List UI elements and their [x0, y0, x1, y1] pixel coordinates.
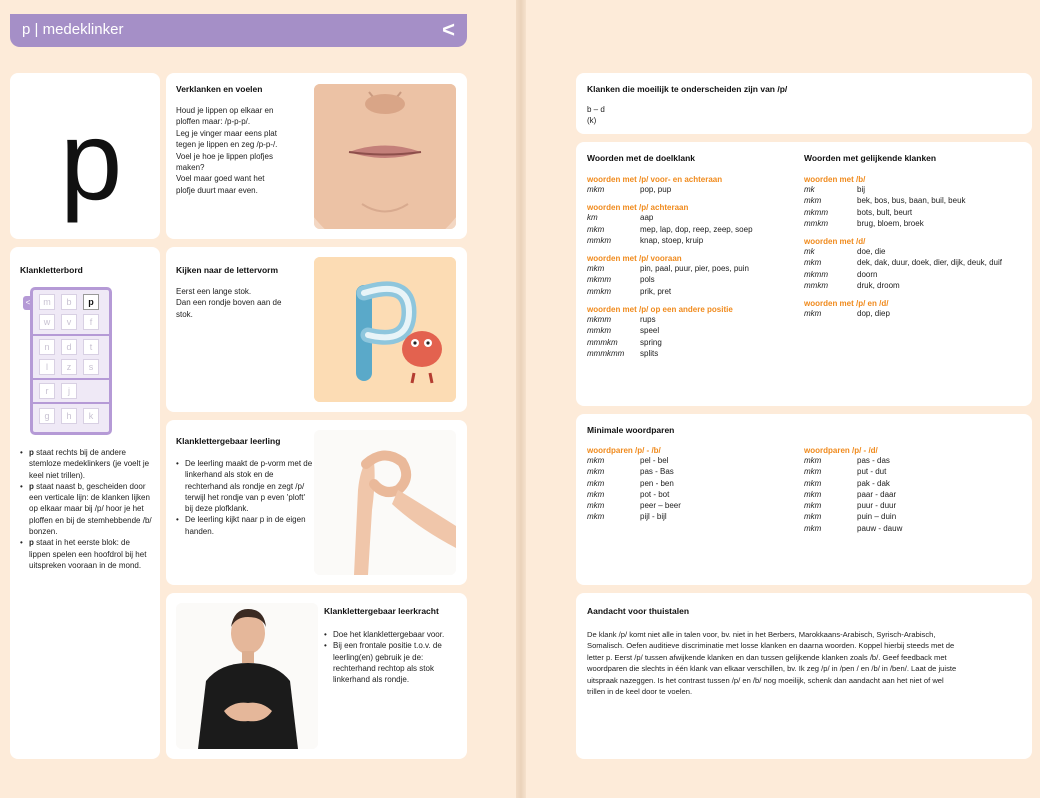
letterboard-divider-2 — [33, 378, 109, 380]
letterboard-key[interactable]: m — [39, 294, 55, 310]
word-row: mkmm bots, bult, beurt — [804, 207, 913, 217]
word-group: woorden met /p/ en /d/ mkm dop, diep — [804, 299, 1026, 319]
thuistalen-title: Aandacht voor thuistalen — [587, 606, 690, 616]
word-row: mkmm pols — [587, 275, 655, 285]
word-row: mkm pauw - dauw — [804, 523, 903, 533]
list-item: • Bij een frontale positie t.o.v. de leerling(en) gebruik je de: rechterhand rechtop als stok linkerhand als rondje. — [324, 640, 460, 685]
letterboard-key[interactable]: s — [83, 359, 99, 375]
letterboard-key[interactable]: w — [39, 314, 55, 330]
book-gutter — [516, 0, 526, 798]
moeilijk-title: Klanken die moeilijk te onderscheiden zijn van /p/ — [587, 84, 788, 94]
letterboard-tab-icon[interactable]: < — [23, 296, 33, 310]
mouth-photo — [314, 84, 456, 229]
word-row: mkm pot - bot — [587, 489, 670, 499]
word-row: mmkm knap, stoep, kruip — [587, 235, 704, 245]
list-item: • Doe het klanklettergebaar voor. — [324, 629, 460, 640]
letterboard-key[interactable]: f — [83, 314, 99, 330]
lettervorm-card — [166, 247, 467, 412]
letterboard-key-active[interactable]: p — [83, 294, 99, 310]
teacher-figure — [176, 603, 318, 749]
word-row: mmmkmm splits — [587, 348, 659, 358]
page-header — [10, 14, 467, 47]
list-item: • De leerling maakt de p-vorm met de linkerhand als stok en de rechterhand als rondje en zegt /p/ terwijl het rondje van p even 'ploft' bij deze plofklank. — [176, 458, 314, 514]
moeilijk-text: b – d (k) — [587, 105, 605, 126]
word-group: woorden met /p/ achteraan km aap mkm mep, lap, dop, reep, zeep, soep mmkm knap, stoep, kruip — [587, 203, 797, 246]
gebaar-leerling-card — [166, 420, 467, 585]
word-row: mkm pijl - bijl — [587, 512, 667, 522]
gebaar-leerkracht-title: Klanklettergebaar leerkracht — [324, 606, 439, 616]
minimale-right-column: woordparen /p/ - /d/ mkm pas - das mkm put - dut mkm pak - dak mkm paar - daar mkm puur - duur mkm puin – duin mkm pauw - dauw — [804, 446, 1026, 534]
word-row: mkm pen - ben — [587, 478, 674, 488]
word-row: mmkm brug, bloem, broek — [804, 218, 924, 228]
gelijkend-title: Woorden met gelijkende klanken — [804, 153, 937, 163]
word-row: mkm mep, lap, dop, reep, zeep, soep — [587, 224, 753, 234]
letterboard-divider-3 — [33, 402, 109, 404]
minimale-title: Minimale woordparen — [587, 425, 675, 435]
letterboard-key[interactable]: k — [83, 408, 99, 424]
mouth-illustration — [314, 84, 456, 229]
word-row: mkm puur - duur — [804, 501, 897, 511]
gebaar-leerling-title: Klanklettergebaar leerling — [176, 436, 281, 446]
verklanken-card — [166, 73, 467, 239]
word-row: mmmkm spring — [587, 337, 662, 347]
letterboard-key[interactable]: v — [61, 314, 77, 330]
word-row: mkm puin – duin — [804, 512, 897, 522]
letter-p-figure — [314, 257, 456, 402]
letterboard-key[interactable]: z — [61, 359, 77, 375]
minimale-card — [576, 414, 1032, 585]
verklanken-text: Houd je lippen op elkaar en ploffen maar: /p-p-p/. Leg je vinger maar eens plat tegen je lippen en zeg /p-p-/. Voel je hoe je lippen plofjes maken? Voel maar goed want het plofje duurt maar even. — [176, 106, 278, 195]
word-row: mk doe, die — [804, 247, 886, 257]
letterboard-divider-1 — [33, 334, 109, 336]
word-row: mkm paar - daar — [804, 489, 897, 499]
big-letter: p — [60, 98, 123, 223]
moeilijk-card — [576, 73, 1032, 134]
word-row: mkmm doorn — [804, 269, 878, 279]
doelklank-title: Woorden met de doelklank — [587, 153, 696, 163]
letterboard-key[interactable]: t — [83, 339, 99, 355]
word-row: mkm pas - das — [804, 456, 890, 465]
klankletterbord-bullets — [20, 447, 152, 571]
klankletterbord-card — [10, 247, 160, 759]
word-row: mkm dek, dak, duur, doek, dier, dijk, deuk, duif — [804, 258, 1002, 268]
word-row: mkm pak - dak — [804, 478, 890, 488]
letter-card — [10, 73, 160, 239]
word-group: woorden met /d/ mk doe, die mkm dek, dak, duur, doek, dier, dijk, deuk, duif mkmm doorn mmkm druk, droom — [804, 237, 1026, 291]
verklanken-title: Verklanken en voelen — [176, 84, 263, 94]
word-row: mmkm prik, pret — [587, 286, 672, 296]
letterboard-key[interactable]: h — [61, 408, 77, 424]
letterboard-key[interactable]: r — [39, 383, 55, 399]
doelklank-column — [587, 153, 797, 367]
letterboard-key[interactable]: j — [61, 383, 77, 399]
list-item: • p staat naast b, gescheiden door een verticale lijn: de klanken lijken op elkaar maar bij /p/ hoor je het ploffen en bij de stemhebbende /b/ bonzen. — [20, 481, 152, 537]
gebaar-leerkracht-card — [166, 593, 467, 759]
word-row: mkmm rups — [587, 315, 656, 325]
word-row: mkm put - dut — [804, 467, 887, 477]
word-group: woorden met /b/ mk bij mkm bek, bos, bus, baan, buil, beuk mkmm bots, bult, beurt mmkm brug, bloem, broek — [804, 175, 1026, 229]
word-group: woorden met /p/ op een andere positie mkmm rups mmkm speel mmmkm spring mmmkmm splits — [587, 305, 797, 359]
word-group: woorden met /p/ vooraan mkm pin, paal, puur, pier, poes, puin mkmm pols mmkm prik, pret — [587, 254, 797, 297]
word-row: mmkm druk, droom — [804, 281, 900, 291]
woorden-card — [576, 142, 1032, 406]
word-row: mk bij — [804, 185, 866, 194]
letterboard-key[interactable]: b — [61, 294, 77, 310]
word-group: woorden met /p/ voor- en achteraan mkm pop, pup — [587, 175, 797, 195]
minimale-left-column: woordparen /p/ - /b/ mkm pel - bel mkm pas - Bas mkm pen - ben mkm pot - bot mkm peer – beer mkm pijl - bijl — [587, 446, 797, 523]
letterboard-key[interactable]: n — [39, 339, 55, 355]
word-row: km aap — [587, 213, 654, 223]
list-item: • p staat in het eerste blok: de lippen spelen een hoofdrol bij het uitspreken vooraan in de mond. — [20, 537, 152, 571]
hands-gesture-figure — [314, 430, 456, 575]
thuistalen-card — [576, 593, 1032, 759]
back-chevron-icon[interactable]: < — [442, 17, 455, 42]
list-item: • p staat rechts bij de andere stemloze medeklinkers (je voelt je keel niet trillen). — [20, 447, 152, 481]
teacher-photo — [176, 603, 318, 749]
gelijkend-column — [804, 153, 1026, 328]
list-item: • De leerling kijkt naar p in de eigen handen. — [176, 514, 314, 537]
letterboard-key[interactable]: l — [39, 359, 55, 375]
word-row: mmkm speel — [587, 326, 660, 336]
letterboard — [25, 287, 112, 435]
klankletterbord-title: Klankletterbord — [20, 265, 83, 275]
word-row: mkm pel - bel — [587, 456, 669, 465]
letterboard-key[interactable]: g — [39, 408, 55, 424]
gebaar-leerkracht-bullets — [324, 629, 460, 685]
thuistalen-text: De klank /p/ komt niet alle in talen voor, bv. niet in het Berbers, Marokkaans-Arabisch, Syrisch-Arabisch, Somalisch. Oefen auditieve discriminatie met losse klanken en daarna woorden. Koppel hierbij steeds met de letter p. Eerst /p/ tussen afwijkende klanken en dan tussen gelijkende klanken zoals /b/. Geef feedback met woordparen die slechts in één klank van elkaar verschillen, bv. Ik zeg /p/ in /pen / en /b/ in /ben/. Laat de juiste uitspraak nazeggen. Is het contrast tussen /p/ en /b/ nog moeilijk, schenk dan aandacht aan het niet of wel trillen in de keel door te voelen. — [587, 630, 957, 697]
word-row: mkm peer – beer — [587, 501, 681, 511]
word-row: mkm dop, diep — [804, 309, 890, 319]
page-title: p | medeklinker — [22, 21, 124, 38]
word-row: mkm pin, paal, puur, pier, poes, puin — [587, 264, 749, 274]
letterboard-key[interactable]: d — [61, 339, 77, 355]
gebaar-leerling-bullets — [176, 458, 314, 537]
word-row: mkm pas - Bas — [587, 467, 674, 477]
lettervorm-title: Kijken naar de lettervorm — [176, 265, 279, 275]
lettervorm-text: Eerst een lange stok. Dan een rondje boven aan de stok. — [176, 287, 282, 319]
word-row: mkm pop, pup — [587, 185, 672, 194]
letter-p-illustration — [314, 257, 456, 402]
word-row: mkm bek, bos, bus, baan, buil, beuk — [804, 196, 966, 206]
hands-photo — [314, 430, 456, 575]
